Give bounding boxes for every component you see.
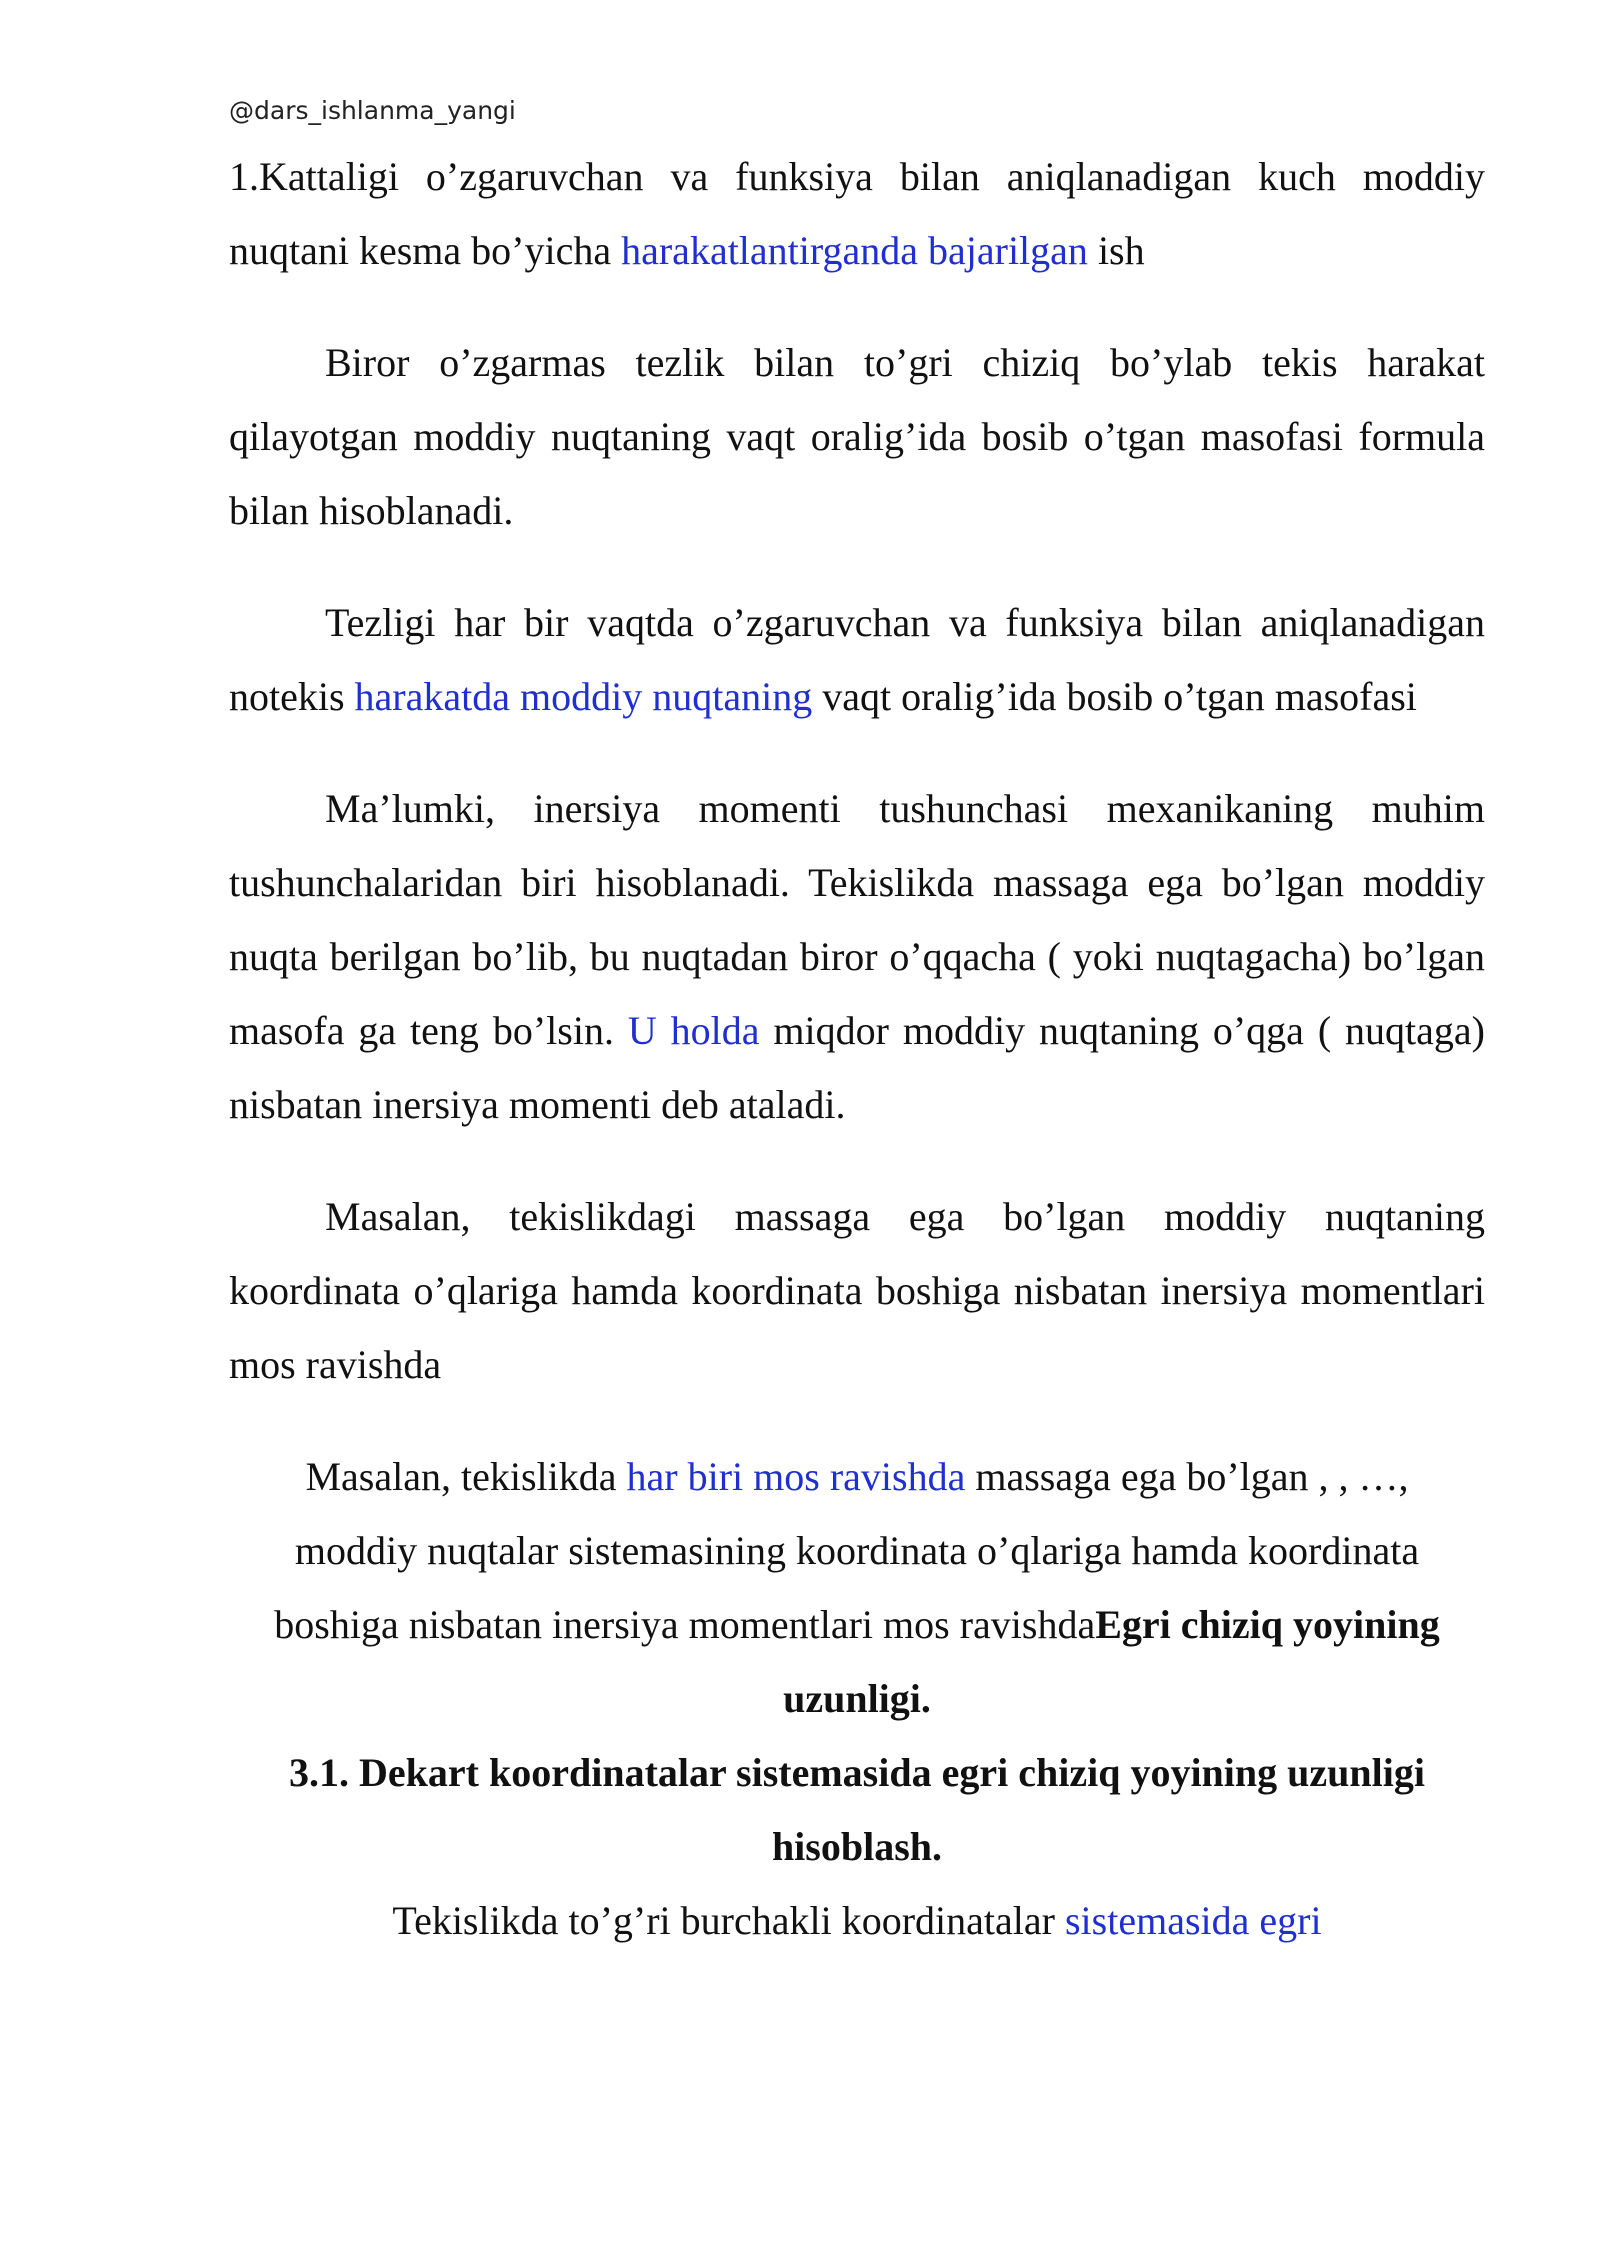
paragraph-text: ish (1087, 228, 1145, 273)
paragraph-6 (269, 1440, 1445, 1736)
document-body (229, 140, 1485, 1958)
paragraph-text: Biror o’zgarmas tezlik bilan to’gri chiziq bo’ylab tekis harakat qilayotgan moddiy nuqtaning vaqt oralig’ida bosib o’tgan masofasi formula bilan hisoblanadi. (229, 340, 1485, 533)
section-heading (229, 1736, 1485, 1884)
highlighted-link[interactable]: harakatda moddiy nuqtaning (354, 674, 813, 719)
highlighted-link[interactable]: U holda (627, 1008, 760, 1053)
highlighted-link[interactable]: sistemasida egri (1064, 1898, 1322, 1943)
paragraph-text: miqdor moddiy nuqtaning o’qga ( nuqtaga) nisbatan inersiya momenti deb ataladi. (229, 1008, 1485, 1127)
paragraph-text: Ma’lumki, inersiya momenti tushunchasi mexanikaning muhim tushunchalaridan biri hisoblanadi. Tekislikda massaga ega bo’lgan moddiy nuqta berilgan bo’lib, bu nuqtadan biror o’qqacha ( yoki nuqtagacha) bo’lgan masofa ga teng bo’lsin. (229, 786, 1485, 1053)
paragraph-text: Masalan, tekislikdagi massaga ega bo’lgan moddiy nuqtaning koordinata o’qlariga hamda koordinata boshiga nisbatan inersiya momentlari mos ravishda (229, 1194, 1485, 1387)
highlighted-link[interactable]: har biri mos ravishda (626, 1454, 966, 1499)
paragraph-3 (229, 586, 1485, 734)
paragraph-text: Masalan, tekislikda (305, 1454, 627, 1499)
paragraph-1 (229, 140, 1485, 288)
inline-title: Egri chiziq yoyining uzunligi. (783, 1602, 1440, 1721)
paragraph-text: vaqt oralig’ida bosib o’tgan masofasi (812, 674, 1417, 719)
paragraph-text: 1.Kattaligi o’zgaruvchan va funksiya bilan aniqlanadigan kuch moddiy nuqtani kesma bo’yicha (229, 154, 1485, 273)
paragraph-text: Tekislikda to’g’ri burchakli koordinatalar (392, 1898, 1065, 1943)
paragraph-text: Tezligi har bir vaqtda o’zgaruvchan va funksiya bilan aniqlanadigan notekis (229, 600, 1485, 719)
paragraph-text: massaga ega bo’lgan , , …, moddiy nuqtalar sistemasining koordinata o’qlariga hamda koordinata boshiga nisbatan inersiya momentlari mos ravishda (274, 1454, 1420, 1647)
header-handle: @dars_ishlanma_yangi (229, 96, 516, 125)
paragraph-5 (229, 1180, 1485, 1402)
paragraph-4 (229, 772, 1485, 1142)
paragraph-2 (229, 326, 1485, 548)
highlighted-link[interactable]: harakatlantirganda bajarilgan (621, 228, 1088, 273)
section-heading-line-2: hisoblash. (771, 1824, 943, 1869)
section-heading-line-1: 3.1. Dekart koordinatalar sistemasida egri chiziq yoyining uzunligi (289, 1750, 1425, 1795)
paragraph-7 (229, 1884, 1485, 1958)
